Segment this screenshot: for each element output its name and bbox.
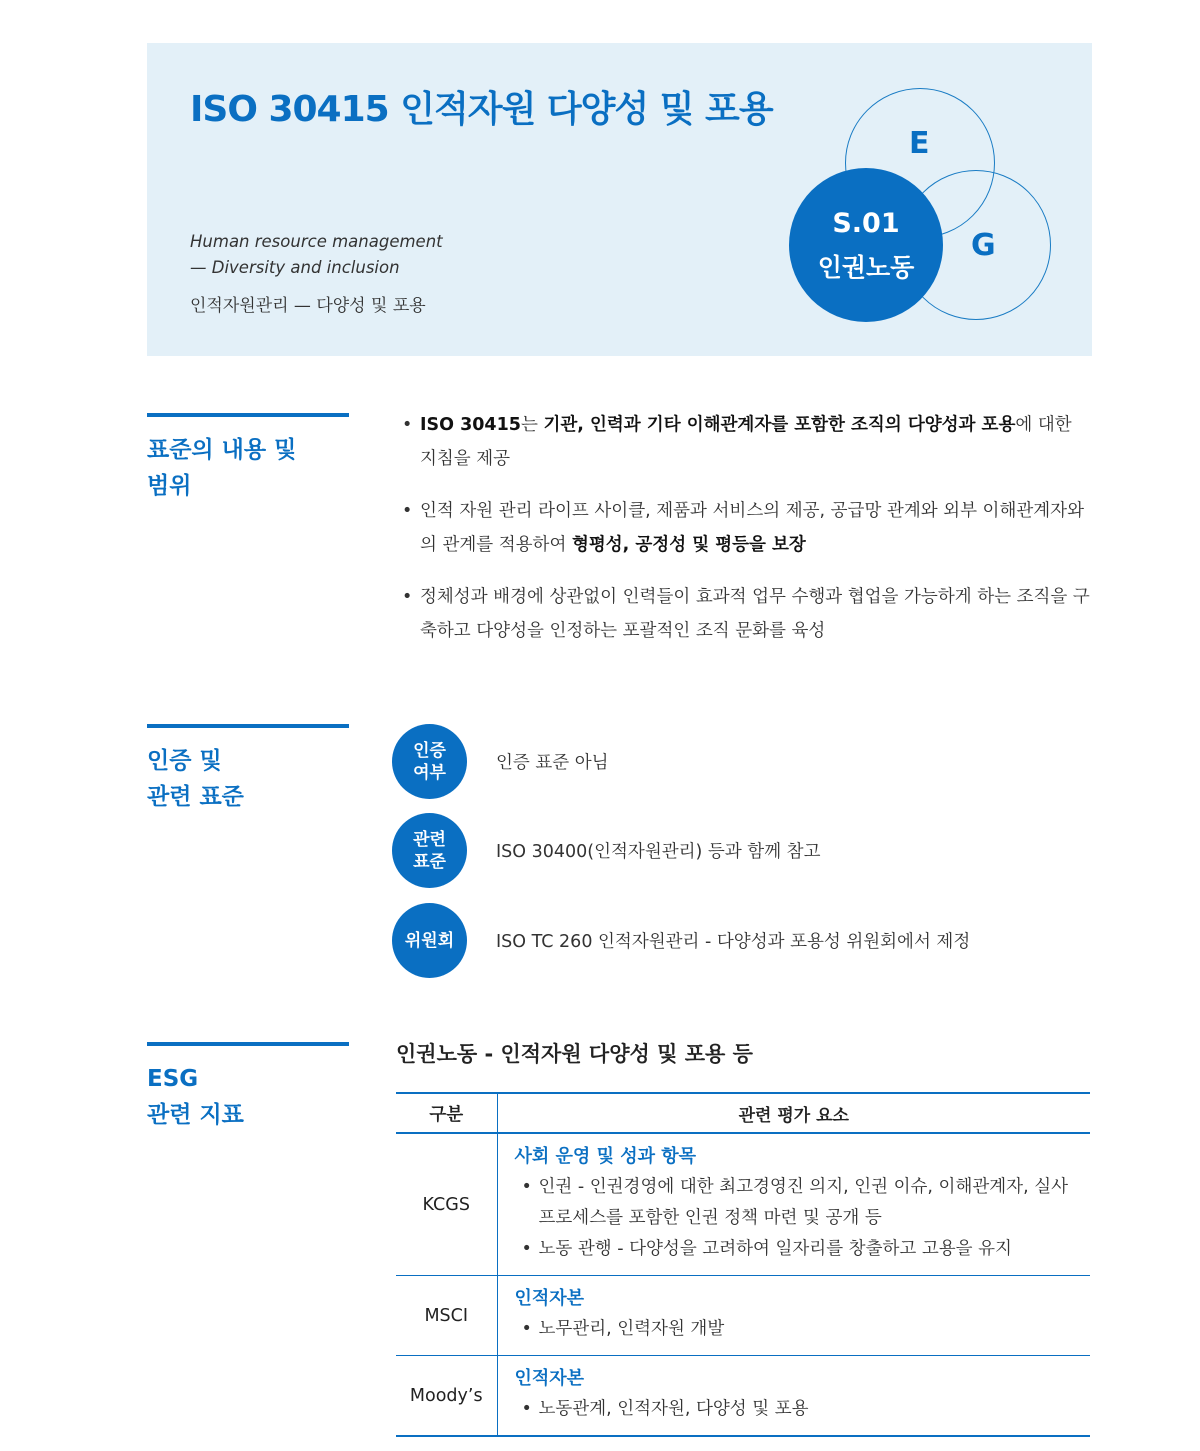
badge-related-standard: 관련 표준 (392, 813, 467, 888)
cert-row-related-standard (392, 813, 1092, 888)
list-item: • 노무관리, 인력자원 개발 (515, 1314, 1091, 1345)
venn-label-e: E (909, 126, 930, 161)
venn-circle-s (789, 168, 943, 322)
evaluation-cell (497, 1356, 1090, 1437)
section-title-scope: 표준의 내용 및 범위 (147, 437, 297, 499)
subtitle-english (190, 229, 443, 281)
list-item: • 인적 자원 관리 라이프 사이클, 제품과 서비스의 제공, 공급망 관계와 외부 이해관계자와의 관계를 적용하여 형평성, 공정성 및 평등을 보장 (400, 494, 1090, 562)
table-header-row (396, 1093, 1090, 1133)
list-item: • 정체성과 배경에 상관없이 인력들이 효과적 업무 수행과 협업을 가능하게 하는 조직을 구축하고 다양성을 인정하는 포괄적인 조직 문화를 육성 (400, 580, 1090, 648)
org-cell: MSCI (396, 1276, 497, 1356)
esg-venn-diagram (783, 88, 1083, 378)
venn-label-g: G (971, 228, 996, 263)
section-title-certification: 인증 및 관련 표준 (147, 748, 244, 810)
evaluation-category: 사회 운영 및 성과 항목 (514, 1146, 697, 1167)
badge-committee: 위원회 (392, 903, 467, 978)
venn-s-code: S.01 (832, 208, 900, 239)
subtitle-english-line-2: — Diversity and inclusion (190, 258, 400, 277)
subtitle-english-line-1: Human resource management (190, 232, 443, 251)
list-item: • ISO 30415는 기관, 인력과 기타 이해관계자를 포함한 조직의 다양성과 포용에 대한 지침을 제공 (400, 408, 1090, 476)
table-row (396, 1356, 1090, 1437)
table-row (396, 1276, 1090, 1356)
column-header-evaluation: 관련 평가 요소 (497, 1093, 1090, 1133)
cert-row-certification (392, 724, 1092, 799)
list-item: • 노동 관행 - 다양성을 고려하여 일자리를 창출하고 고용을 유지 (515, 1234, 1091, 1265)
venn-s-label: 인권노동 (817, 253, 915, 282)
section-divider-scope (147, 413, 349, 417)
column-header-category: 구분 (396, 1093, 497, 1133)
org-cell: Moody’s (396, 1356, 497, 1437)
section-divider-certification (147, 724, 349, 728)
section-divider-esg (147, 1042, 349, 1046)
evaluation-category: 인적자본 (514, 1368, 585, 1389)
page-title: ISO 30415 인적자원 다양성 및 포용 (190, 89, 773, 130)
org-cell: KCGS (396, 1133, 497, 1276)
list-item: • 인권 - 인권경영에 대한 최고경영진 의지, 인권 이슈, 이해관계자, 실사 프로세스를 포함한 인권 정책 마련 및 공개 등 (515, 1172, 1091, 1234)
esg-indicator-table (396, 1092, 1090, 1437)
evaluation-cell (497, 1133, 1090, 1276)
badge-certification: 인증 여부 (392, 724, 467, 799)
subtitle-korean: 인적자원관리 — 다양성 및 포용 (190, 296, 426, 316)
section-title-esg: ESG 관련 지표 (147, 1066, 244, 1128)
cert-text-committee: ISO TC 260 인적자원관리 - 다양성과 포용성 위원회에서 제정 (496, 932, 971, 952)
cert-row-committee (392, 903, 1092, 978)
table-row (396, 1133, 1090, 1276)
evaluation-category: 인적자본 (514, 1288, 585, 1309)
scope-bullet-list (400, 408, 1090, 666)
cert-text-certification: 인증 표준 아님 (496, 753, 609, 773)
evaluation-cell (497, 1276, 1090, 1356)
list-item: • 노동관계, 인적자원, 다양성 및 포용 (515, 1394, 1091, 1425)
cert-text-related-standard: ISO 30400(인적자원관리) 등과 함께 참고 (496, 842, 821, 862)
esg-table-title: 인권노동 - 인적자원 다양성 및 포용 등 (396, 1042, 753, 1066)
header-panel (147, 43, 1092, 356)
